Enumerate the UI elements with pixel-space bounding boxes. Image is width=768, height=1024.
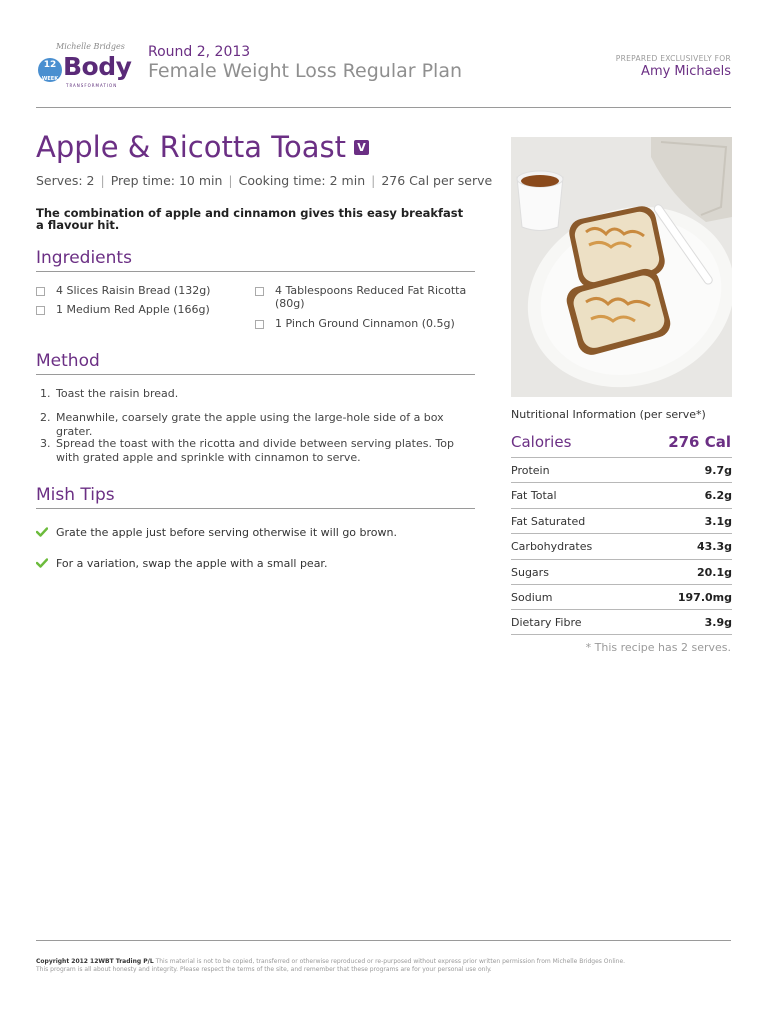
nutrition-bottom-rule (511, 634, 732, 635)
ingredient-item[interactable]: 4 Slices Raisin Bread (132g) (36, 284, 251, 324)
prepared-for-label: PREPARED EXCLUSIVELY FOR (615, 54, 731, 63)
checkbox[interactable] (255, 320, 264, 329)
logo-word: Body (63, 52, 132, 81)
ingredients-divider (36, 271, 475, 272)
recipe-intro: The combination of apple and cinnamon gives this easy breakfast a flavour hit. (36, 206, 464, 232)
tip-item: Grate the apple just before serving otherwise it will go brown. (36, 526, 476, 542)
recipe-photo (511, 137, 732, 397)
checkmark-icon (36, 558, 48, 568)
footer-text (36, 958, 736, 974)
recipe-meta: Serves: 2 | Prep time: 10 min | Cooking time: 2 min | 276 Cal per serve (36, 173, 493, 188)
tips-heading: Mish Tips (36, 485, 115, 505)
nutrition-row: Fat Saturated 3.1g (511, 508, 732, 534)
brand-logo (36, 42, 136, 92)
nutrition-row: Carbohydrates 43.3g (511, 533, 732, 559)
recipe-title: Apple & Ricotta Toast V (36, 130, 369, 164)
checkbox[interactable] (255, 287, 264, 296)
serves: Serves: 2 (36, 173, 95, 188)
method-heading: Method (36, 351, 100, 371)
ingredient-item[interactable]: 1 Medium Red Apple (166g) (36, 303, 251, 323)
nutrition-row: Fat Total 6.2g (511, 482, 732, 508)
header-divider (36, 107, 731, 108)
nutrition-heading: Nutritional Information (per serve*) (511, 408, 706, 421)
checkmark-icon (36, 527, 48, 537)
ingredient-item[interactable]: 1 Pinch Ground Cinnamon (0.5g) (255, 317, 470, 337)
logo-badge: 12 WEEK (38, 58, 62, 82)
footer-line-2: This program is all about honesty and integrity. Please respect the terms of the site, and remember that these programs are for your personal use only. (36, 966, 492, 973)
method-step: 3. Spread the toast with the ricotta and divide between serving plates. Top with grated apple and sprinkle with cinnamon to serve. (40, 437, 454, 464)
serves-note: * This recipe has 2 serves. (585, 641, 731, 654)
tips-divider (36, 508, 475, 509)
method-step: 1. Toast the raisin bread. (40, 387, 179, 400)
copyright: Copyright 2012 12WBT Trading P/L (36, 958, 154, 965)
plan-title: Female Weight Loss Regular Plan (148, 60, 463, 82)
tip-item: For a variation, swap the apple with a small pear. (36, 557, 476, 573)
toast-on-plate-illustration (511, 137, 732, 397)
nutrition-row: Sodium 197.0mg (511, 584, 732, 610)
calories-value: 276 Cal (668, 433, 731, 451)
nutrition-row: Protein 9.7g (511, 457, 732, 483)
footer-divider (36, 940, 731, 941)
vegetarian-badge: V (354, 140, 369, 155)
calories-label: Calories (511, 433, 572, 451)
logo-script: Michelle Bridges (56, 42, 125, 51)
calories-per-serve: 276 Cal per serve (381, 173, 493, 188)
footer-line-1: This material is not to be copied, transferred or otherwise reproduced or re-purposed without express prior written permission from Michelle Bridges Online. (155, 958, 626, 965)
ingredient-item[interactable]: 4 Tablespoons Reduced Fat Ricotta (80g) (255, 284, 470, 314)
nutrition-row: Sugars 20.1g (511, 559, 732, 585)
logo-subtitle: TRANSFORMATION (66, 83, 118, 88)
nutrition-row: Dietary Fibre 3.9g (511, 609, 732, 635)
prep-time: Prep time: 10 min (110, 173, 223, 188)
method-step: 2. Meanwhile, coarsely grate the apple using the large-hole side of a box grater. (40, 411, 444, 438)
round-label: Round 2, 2013 (148, 44, 251, 60)
prepared-for-name: Amy Michaels (641, 64, 731, 79)
ingredients-heading: Ingredients (36, 248, 132, 268)
method-divider (36, 374, 475, 375)
cooking-time: Cooking time: 2 min (238, 173, 366, 188)
checkbox[interactable] (36, 306, 45, 315)
checkbox[interactable] (36, 287, 45, 296)
